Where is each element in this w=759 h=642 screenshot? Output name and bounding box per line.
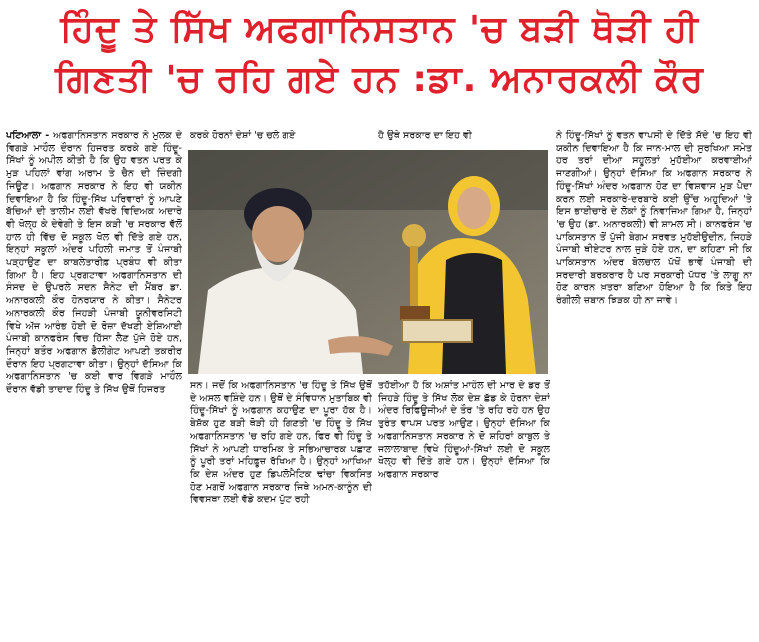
- article-column-1: [6, 130, 182, 638]
- article-column-2: ਸਨ। ਜਦੋਂ ਕਿ ਅਫਗਾਨਿਸਤਾਨ 'ਚ ਹਿੰਦੂ ਤੇ ਸਿੱਖ ਉਥੋਂ ਦੇ ਅਸਲ ਵਸ਼ਿੰਦੇ ਹਨ। ਉਥੋਂ ਦੇ ਸੰਵਿਧਾਨ ਮੁਤਾਬਿਕ ਵੀ ਹਿੰਦੂ-ਸਿੱਖਾਂ ਨੂੰ ਅਫਗਾਨ ਕਹਾਉਣ ਦਾ ਪੂਰਾ ਹੱਕ ਹੈ। ਬੇਸ਼ੱਕ ਹੁਣ ਬੜੀ ਥੋੜੀ ਹੀ ਗਿਣਤੀ 'ਚ ਹਿੰਦੂ ਤੇ ਸਿੱਖ ਅਫਗਾਨਿਸਤਾਨ 'ਚ ਰਹਿ ਗਏ ਹਨ, ਫਿਰ ਵੀ ਹਿੰਦੂ ਤੇ ਸਿੱਖਾਂ ਨੇ ਆਪਣੀ ਧਾਰਮਿਕ ਤੇ ਸਭਿਆਚਾਰਕ ਪਛਾਣ ਨੂੰ ਪੂਰੀ ਤਰਾਂ ਮਹਿਫ਼ੂਜ਼ ਰੱਖਿਆ ਹੈ। ਉਨ੍ਹਾਂ ਆਖਿਆ ਕਿ ਦੇਸ਼ ਅੰਦਰ ਹੁਣ ਡਿਪਲੋਮੈਟਿਕ ਢਾਂਚਾ ਵਿਕਸਿਤ ਹੋਣ ਮਗਰੋਂ ਅਫਗਾਨ ਸਰਕਾਰ ਜਿਥੇ ਅਮਨ-ਕਾਨੂੰਨ ਦੀ ਵਿਵਸਥਾ ਲਈ ਵੱਡੇ ਕਦਮ ਪੁੱਟ ਰਹੀ: [190, 380, 372, 506]
- headline-line-2: ਗਿਣਤੀ 'ਚ ਰਹਿ ਗਏ ਹਨ :ਡਾ. ਅਨਾਰਕਲੀ ਕੌਰ: [54, 59, 705, 100]
- dateline: ਪਟਿਆਲਾ -: [6, 130, 50, 141]
- news-photo: [188, 150, 548, 374]
- article-column-4: ਨੇ ਹਿੰਦੂ-ਸਿੱਖਾਂ ਨੂੰ ਵਤਨ ਵਾਪਸੀ ਦੇ ਦਿੱਤੇ ਸੱਦੇ 'ਚ ਇਹ ਵੀ ਯਕੀਨ ਦਿਵਾਇਆ ਹੈ ਕਿ ਜਾਨ-ਮਾਲ ਦੀ ਸੁਰਖਿਆ ਸਮੇਤ ਹਰ ਤਰਾਂ ਦੀਆ ਸਹੂਲਤਾਂ ਮੁਹੱਈਆ ਕਰਵਾਈਆਂ ਜਾਣਗੀਆਂ। ਉਨ੍ਹਾਂ ਦੱਸਿਆ ਕਿ ਅਫਗਾਨ ਸਰਕਾਰ ਨੇ ਹਿੰਦੂ-ਸਿੱਖਾਂ ਅੰਦਰ ਅਫਗਾਨ ਹੋਣ ਦਾ ਵਿਸ਼ਵਾਸ ਮੁੜ ਪੈਦਾ ਕਰਨ ਲਈ ਸਰਕਾਰੇ-ਦਰਬਾਰੇ ਕਈ ਉੱਚ ਅਹੁਦਿਆਂ 'ਤੇ ਇਸ ਭਾਈਚਾਰੇ ਦੇ ਲੋਕਾਂ ਨੂੰ ਨਿਵਾਜਿਆ ਗਿਆ ਹੈ, ਜਿਨ੍ਹਾਂ 'ਚ ਉਹ (ਡਾ. ਅਨਾਰਕਲੀ) ਵੀ ਸ਼ਾਮਲ ਸੀ। ਕਾਨਫਰੰਸ 'ਚ ਪਾਕਿਸਤਾਨ ਤੋਂ ਪੁੱਜੀ ਬੇਗਮ ਸਰਵਤ ਮੁਹੱਈਉਦੀਨ, ਜਿਹੜੇ ਪੰਜਾਬੀ ਥੀਏਟਰ ਨਾਲ ਜੁੜੇ ਹੋਏ ਹਨ, ਦਾ ਕਹਿਣਾ ਸੀ ਕਿ ਪਾਕਿਸਤਾਨ ਅੰਦਰ ਬੋਲਚਾਲ ਪੱਖੋਂ ਭਾਵੇਂ ਪੰਜਾਬੀ ਦੀ ਸਰਦਾਰੀ ਬਰਕਰਾਰ ਹੈ ਪਰ ਸਰਕਾਰੀ ਪੱਧਰ 'ਤੇ ਲਾਗੂ ਨਾ ਹੋਣ ਕਾਰਨ ਖ਼ਤਰਾ ਬਣਿਆ ਹੋਇਆ ਹੈ ਕਿ ਕਿਤੇ ਇਹ ਰੰਗੀਲੀ ਜ਼ਬਾਨ ਝਿੜਕ ਹੀ ਨਾ ਜਾਵੇ।: [556, 130, 752, 307]
- article-column-3: ਤਹੱਈਆ ਹੈ ਕਿ ਅਸ਼ਾਂਤ ਮਾਹੌਲ ਦੀ ਮਾਰ ਦੇ ਡਰ ਤੋਂ ਜਿਹੜੇ ਹਿੰਦੂ ਤੇ ਸਿੱਖ ਲੋਕ ਦੇਸ਼ ਛੱਡ ਕੇ ਹੋਰਨਾ ਦੇਸ਼ਾਂ ਅੰਦਰ ਰਿਫਿਊਜੀਆਂ ਦੇ ਤੌਰ 'ਤੇ ਰਹਿ ਰਹੇ ਹਨ ਉਹ ਤੁਰੰਤ ਵਾਪਸ ਪਰਤ ਆਉਣ। ਉਨ੍ਹਾਂ ਦੱਸਿਆ ਕਿ ਅਫਗਾਨਿਸਤਾਨ ਸਰਕਾਰ ਨੇ ਦੋ ਸ਼ਹਿਰਾਂ ਕਾਬੁਲ ਤੇ ਜਲਾਲਾਬਾਦ ਵਿਖੇ ਹਿੰਦੂਆਂ-ਸਿੱਖਾਂ ਲਈ ਦੋ ਸਕੂਲ ਖੋਲ੍ਹ ਵੀ ਦਿੱਤੇ ਗਏ ਹਨ। ਉਨ੍ਹਾਂ ਦੱਸਿਆ ਕਿ ਅਫਗਾਨ ਸਰਕਾਰ: [378, 380, 550, 480]
- article-column-2-top: ਕਰਕੇ ਹੋਰਨਾਂ ਦੇਸ਼ਾਂ 'ਚ ਚਲੇ ਗਏ: [190, 130, 296, 141]
- article-column-3-top: ਹੈ ਉਥੇ ਸਰਕਾਰ ਦਾ ਇਹ ਵੀ: [378, 130, 472, 141]
- photo-illustration: [188, 150, 548, 374]
- column-1-text: ਅਫਗਾਨਿਸਤਾਨ ਸਰਕਾਰ ਨੇ ਮੁਲਕ ਦੇ ਵਿਗੜੇ ਮਾਹੌਲ ਦੌਰਾਨ ਹਿਜਰਤ ਕਰਕੇ ਗਏ ਹਿੰਦੂ-ਸਿੱਖਾਂ ਨੂੰ ਅਪੀਲ ਕੀਤੀ ਹੈ ਕਿ ਉਹ ਵਤਨ ਪਰਤ ਕੇ ਮੁੜ ਪਹਿਲਾਂ ਵਾਂਗ ਅਰਾਮ ਤੇ ਚੈਨ ਦੀ ਜ਼ਿੰਦਗੀ ਜਿਊਣ। ਅਫਗਾਨ ਸਰਕਾਰ ਨੇ ਇਹ ਵੀ ਯਕੀਨ ਦਿਵਾਇਆ ਹੈ ਕਿ ਹਿੰਦੂ-ਸਿੱਖ ਪਰਿਵਾਰਾਂ ਨੂੰ ਆਪਣੇ ਬੱਚਿਆਂ ਦੀ ਤਾਲੀਮ ਲਈ ਵੱਖਰੇ ਵਿਦਿਅਕ ਅਦਾਰੇ ਵੀ ਖੋਲ੍ਹ ਕੇ ਦੇਵੇਗੀ ਤੇ ਇਸ ਕੜੀ 'ਚ ਸਰਕਾਰ ਵੱਲੋਂ ਹਾਲ ਹੀ ਵਿੱਚ ਦੋ ਸਕੂਲ ਖੋਲ ਵੀ ਦਿੱਤੇ ਗਏ ਹਨ, ਇਨ੍ਹਾਂ ਸਕੂਲਾਂ ਅੰਦਰ ਪਹਿਲੀ ਜਮਾਤ ਤੋਂ ਪੰਜਾਬੀ ਪੜ੍ਹਾਉਣ ਦਾ ਕਾਬਲੇਤਾਰੀਫ਼ ਪ੍ਰਬੰਧ ਵੀ ਕੀਤਾ ਗਿਆ ਹੈ। ਇਹ ਪ੍ਰਗਟਾਵਾ ਅਫਗਾਨਿਸਤਾਨ ਦੀ ਸੰਸਦ ਦੇ ਉਪਰਲੇ ਸਦਨ ਸੈਨੇਟ ਦੀ ਮੈਂਬਰ ਡਾ. ਅਨਾਰਕਲੀ ਕੌਰ ਹੋਨਰਯਾਰ ਨੇ ਕੀਤਾ। ਸੈਨੇਟਰ ਅਨਾਰਕਲੀ ਕੌਰ ਜਿਹੜੀ ਪੰਜਾਬੀ ਯੂਨੀਵਰਸਿਟੀ ਵਿਖੇ ਅੱਜ ਆਰੰਭ ਹੋਈ ਦੋ ਰੋਜ਼ਾ ਦੱਖਣੀ ਏਸ਼ਿਆਈ ਪੰਜਾਬੀ ਕਾਨਫਰੰਸ ਵਿਚ ਹਿੱਸਾ ਲੈਣ ਪੁੱਜੇ ਹੋਏ ਹਨ, ਜਿਨ੍ਹਾਂ ਬਤੌਰ ਅਫਗਾਨ ਡੈਲੀਗੇਟ ਆਪਣੀ ਤਕਰੀਰ ਦੌਰਾਨ ਇਹ ਪ੍ਰਗਟਾਵਾ ਕੀਤਾ। ਉਨ੍ਹਾਂ ਦੱਸਿਆ ਕਿ ਅਫਗਾਨਿਸਤਾਨ 'ਚ ਕਈ ਵਾਰ ਵਿਗੜੇ ਮਾਹੌਲ ਦੌਰਾਨ ਵੱਡੀ ਤਾਦਾਦ ਹਿੰਦੂ ਤੇ ਸਿੱਖ ਉਥੋਂ ਹਿਜਰਤ: [6, 130, 182, 396]
- headline-line-1: ਹਿੰਦੂ ਤੇ ਸਿੱਖ ਅਫਗਾਨਿਸਤਾਨ 'ਚ ਬੜੀ ਥੋੜੀ ਹੀ: [60, 9, 699, 50]
